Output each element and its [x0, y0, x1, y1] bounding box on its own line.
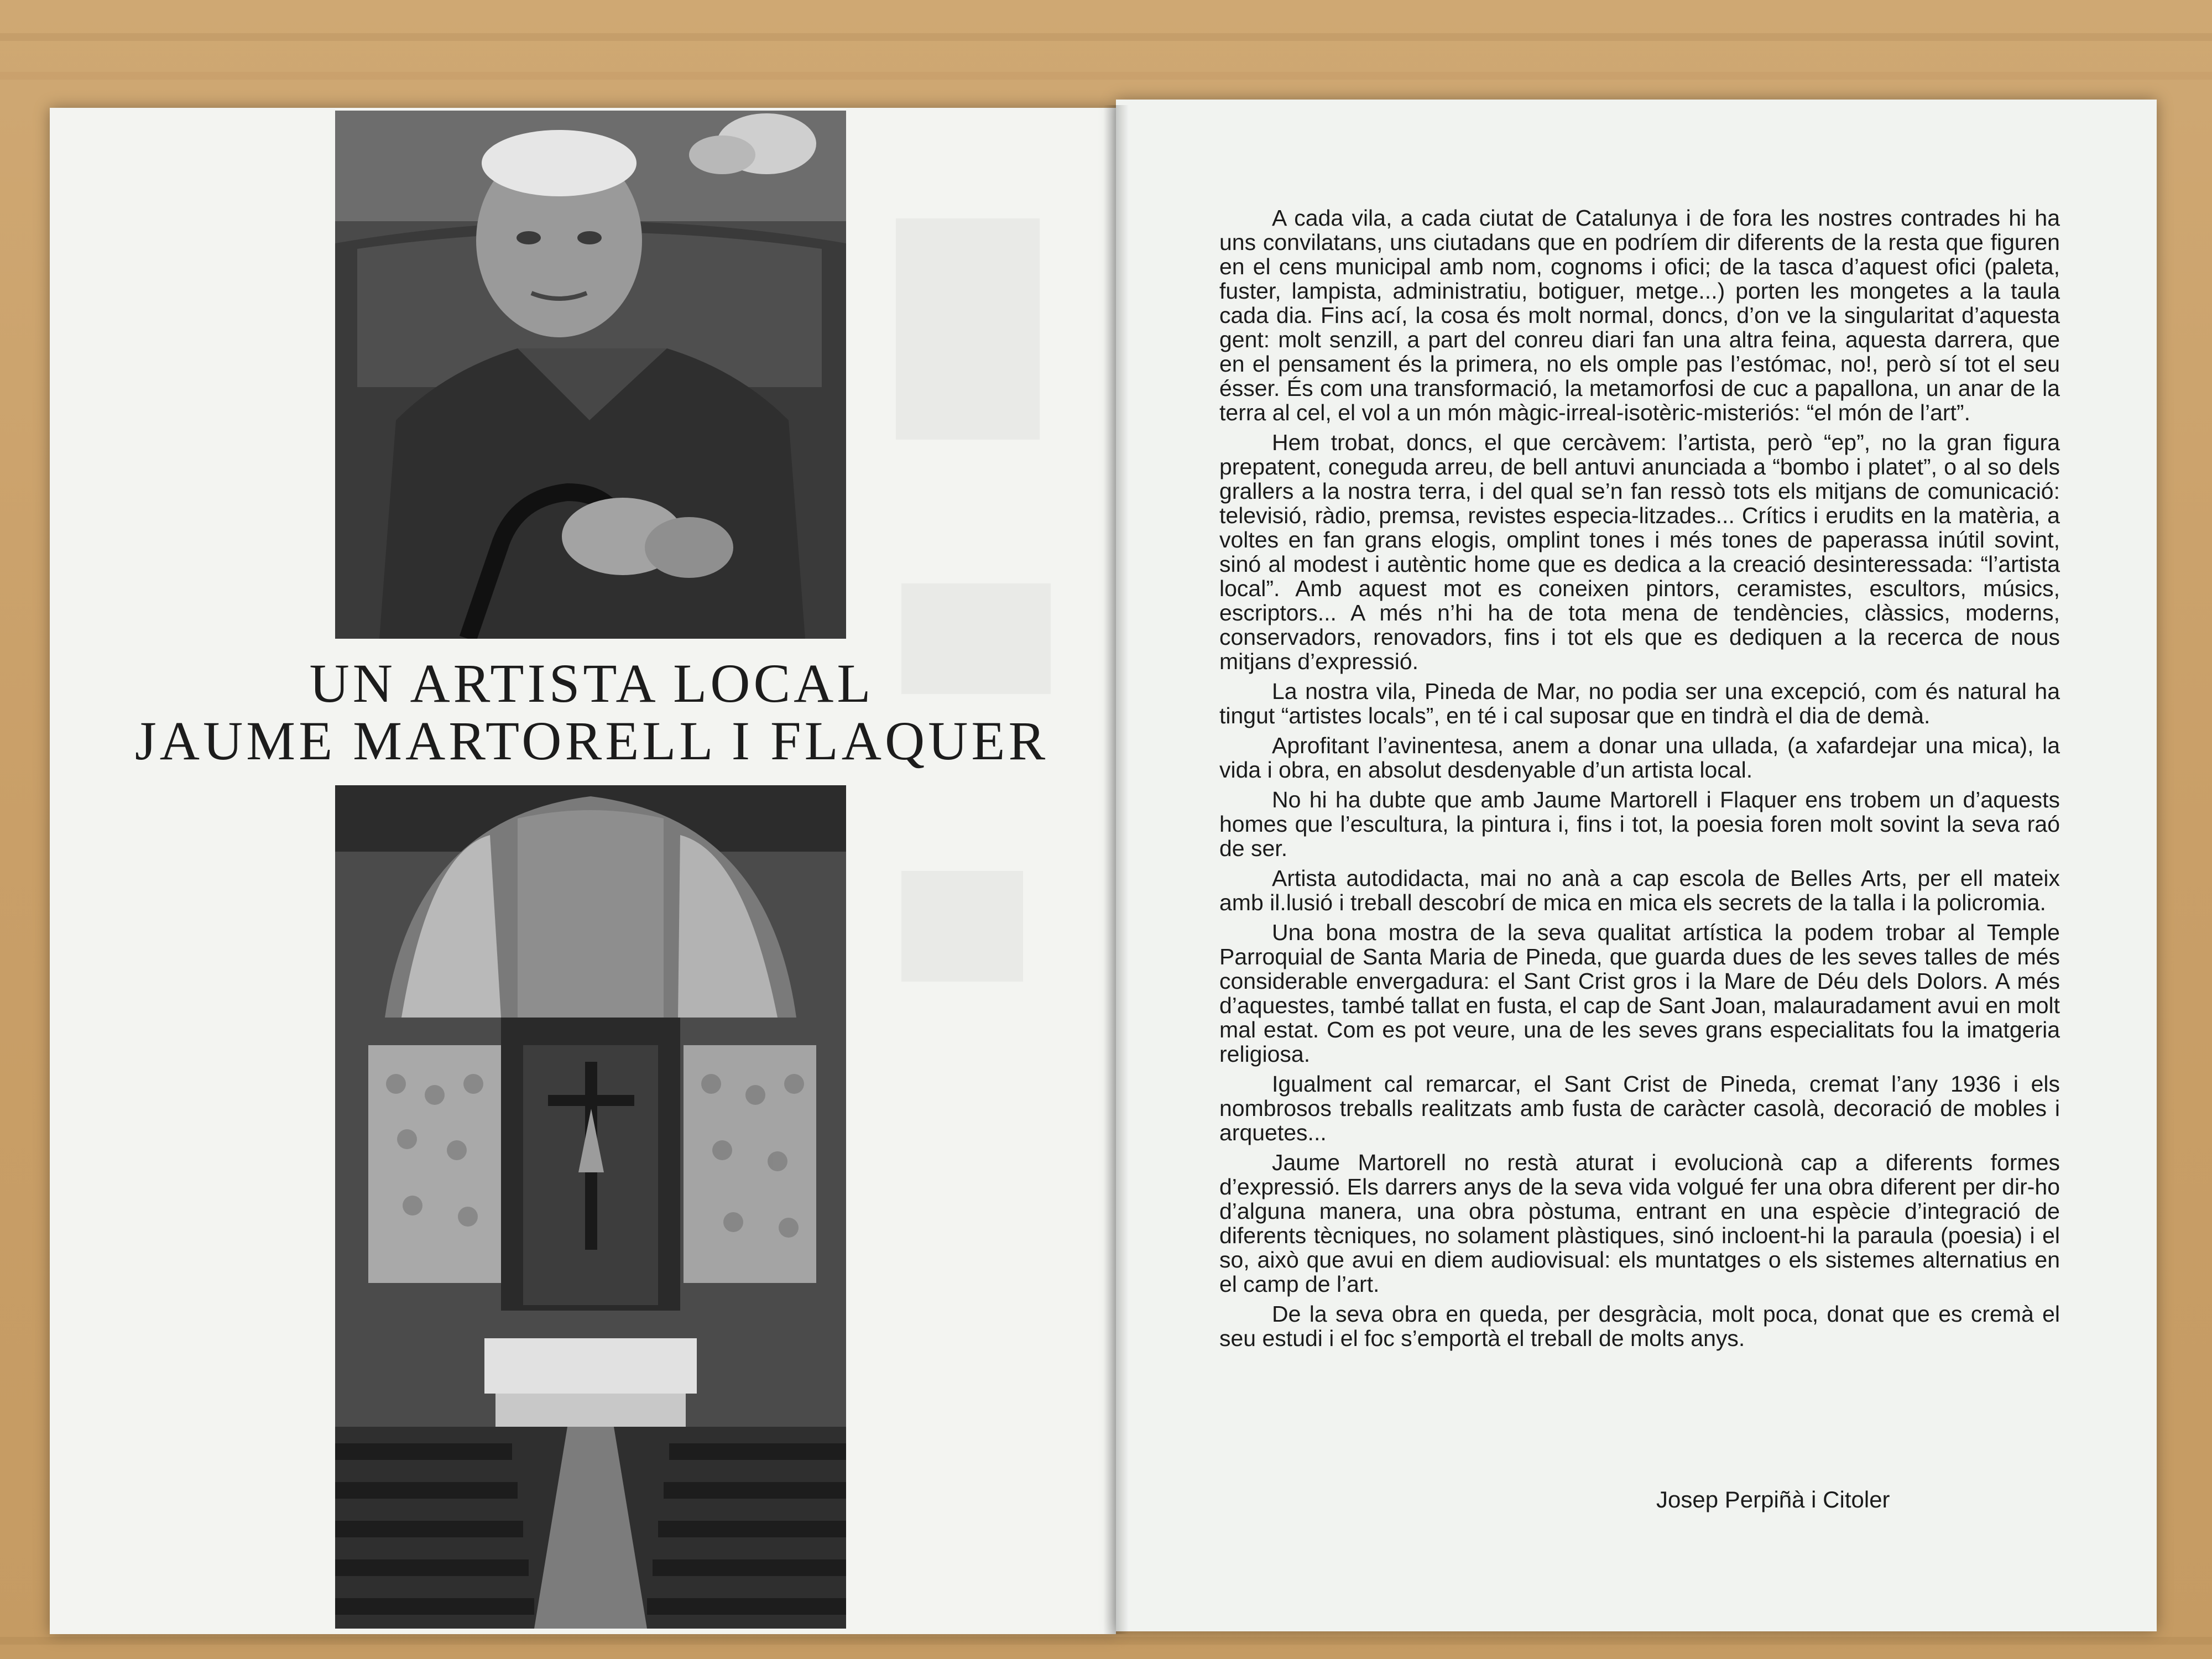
article-title-line-1: UN ARTISTA LOCAL — [309, 653, 874, 714]
article-title-line-2: JAUME MARTORELL I FLAQUER — [134, 710, 1049, 771]
portrait-photo — [335, 111, 846, 639]
article-body — [1219, 206, 2060, 1356]
article-author: Josep Perpiñà i Citoler — [1656, 1486, 1890, 1512]
article-paragraph: Una bona mostra de la seva qualitat artística la podem trobar al Temple Parroquial de Santa Maria de Pineda, que guarda dues de les seves talles de més considerable envergadura: el Sant Crist gros i la Mare de Déu dels Dolors. A més d’aquestes, també tallat en fusta, el cap de Sant Joan, malauradament avui en molt mal estat. Com es pot veure, una de les seves grans especialitats fou la imatgeria religiosa. — [1219, 920, 2060, 1067]
article-paragraph: Igualment cal remarcar, el Sant Crist de Pineda, cremat l’any 1936 i els nombrosos treballs realitzats amb fusta de caràcter casolà, decoració de mobles i arquetes... — [1219, 1071, 2060, 1145]
church-interior-photo — [335, 785, 846, 1629]
article-paragraph: Hem trobat, doncs, el que cercàvem: l’artista, però “ep”, no la gran figura prepatent, coneguda arreu, de bell antuvi anunciada a “bombo i platet”, o al so dels grallers a la nostra terra, i del qual se’n fan ressò tots els mitjans de comunicació: televisió, ràdio, premsa, revistes especia-litzades... Crítics i erudits en la matèria, a voltes en fan grans elogis, omplint tones i més tones de paperassa inútil sovint, sinó al modest i autèntic home que es dedica a la creació desinteressada: “l’artista local”. Amb aquest mot es coneixen pintors, ceramistes, escultors, músics, escriptors... A més n’hi ha de tota mena de tendències, clàssics, moderns, conservadors, renovadors, fins i tot els que es dediquen a la recerca de nous mitjans d’expressió. — [1219, 430, 2060, 674]
article-paragraph: No hi ha dubte que amb Jaume Martorell i Flaquer ens trobem un d’aquests homes que l’escultura, la pintura i, fins i tot, la poesia foren molt sovint la seva raó de ser. — [1219, 787, 2060, 861]
article-paragraph: La nostra vila, Pineda de Mar, no podia ser una excepció, com és natural ha tingut “artistes locals”, en té i cal suposar que en tindrà el dia de demà. — [1219, 679, 2060, 728]
article-paragraph: Aprofitant l’avinentesa, anem a donar una ullada, (a xafardejar una mica), la vida i obra, en absolut desdenyable d’un artista local. — [1219, 733, 2060, 782]
article-paragraph: Artista autodidacta, mai no anà a cap escola de Belles Arts, per ell mateix amb il.lusió i treball descobrí de mica en mica els secrets de la talla i la policromia. — [1219, 865, 2060, 915]
article-paragraph: A cada vila, a cada ciutat de Catalunya i de fora les nostres contrades hi ha uns convilatans, uns ciutadans que en podríem dir diferents de la resta que figuren en el cens municipal amb nom, cognoms i ofici; de la tasca d’aquest ofici (paleta, fuster, lampista, administratiu, botiguer, metge...) porten les mongetes a la taula cada dia. Fins ací, la cosa és molt normal, doncs, d’on ve la singularitat d’aquesta gent: molt senzill, a part del conreu diari fan una altra feina, aquesta darrera, que en el pensament és la primera, no els omple pas l’estómac, no!, però sí tot el seu ésser. És com una transformació, la metamorfosi de cuc a papallona, un anar de la terra al cel, el vol a un món màgic-irreal-isotèric-misteriós: “el món de l’art”. — [1219, 205, 2060, 425]
article-paragraph: De la seva obra en queda, per desgràcia, molt poca, donat que es cremà el seu estudi i el foc s’emportà el treball de molts anys. — [1219, 1301, 2060, 1351]
article-paragraph: Jaume Martorell no restà aturat i evolucionà cap a diferents formes d’expressió. Els darrers anys de la seva vida volgué fer una obra diferent per dir-ho d’alguna manera, una obra pòstuma, entrant en una espècie d’integració de diferents tècniques, no solament plàstiques, sinó incloent-hi la paraula (poesia) i el so, això que avui en diem audiovisual: els muntatges o els sistemes alternatius en el camp de l’art. — [1219, 1150, 2060, 1297]
book-gutter — [1103, 105, 1129, 1634]
